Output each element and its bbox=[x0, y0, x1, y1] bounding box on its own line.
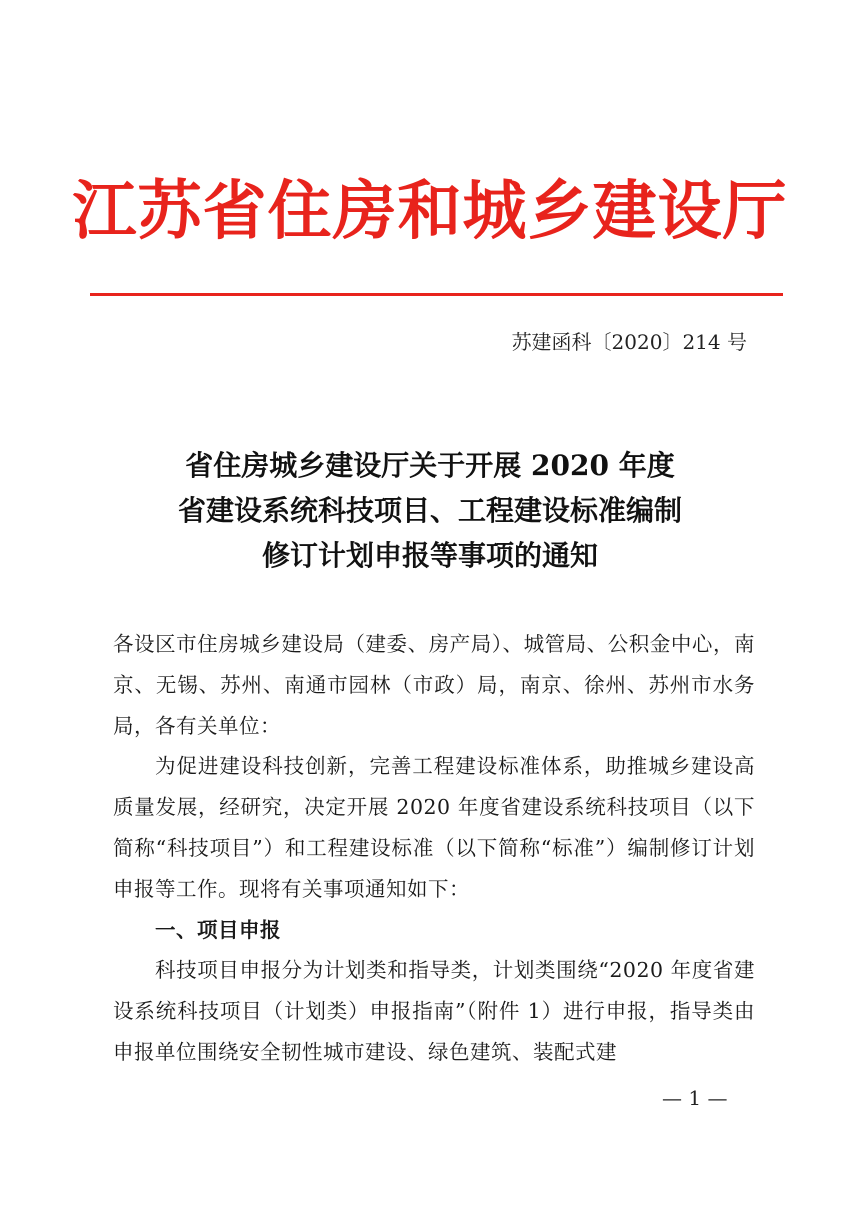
recipients-paragraph: 各设区市住房城乡建设局（建委、房产局）、城管局、公积金中心，南京、无锡、苏州、南通市园林（市政）局，南京、徐州、苏州市水务局，各有关单位： bbox=[113, 632, 755, 738]
section-heading: 一、项目申报 bbox=[155, 917, 281, 942]
intro-paragraph: 为促进建设科技创新，完善工程建设标准体系，助推城乡建设高质量发展，经研究，决定开展 2020 年度省建设系统科技项目（以下简称“科技项目”）和工程建设标准（以下简称“标准”）编制修订计划申报等工作。现将有关事项通知如下： bbox=[113, 754, 755, 901]
document-body bbox=[113, 624, 755, 1073]
document-title-line: 省住房城乡建设厅关于开展 2020 年度 bbox=[185, 449, 675, 482]
section-paragraph: 科技项目申报分为计划类和指导类，计划类围绕“2020 年度省建设系统科技项目（计划类）申报指南”（附件 1）进行申报，指导类由申报单位围绕安全韧性城市建设、绿色建筑、装配式建 bbox=[113, 958, 755, 1064]
document-title-line: 修订计划申报等事项的通知 bbox=[261, 539, 598, 572]
document-title bbox=[90, 443, 770, 578]
masthead-red-rule bbox=[90, 293, 783, 296]
page-number: — 1 — bbox=[662, 1086, 728, 1110]
document-number: 苏建函科〔2020〕214 号 bbox=[511, 330, 747, 354]
document-title-line: 省建设系统科技项目、工程建设标准编制 bbox=[177, 494, 682, 527]
masthead-org-name: 江苏省住房和城乡建设厅 bbox=[72, 174, 788, 249]
